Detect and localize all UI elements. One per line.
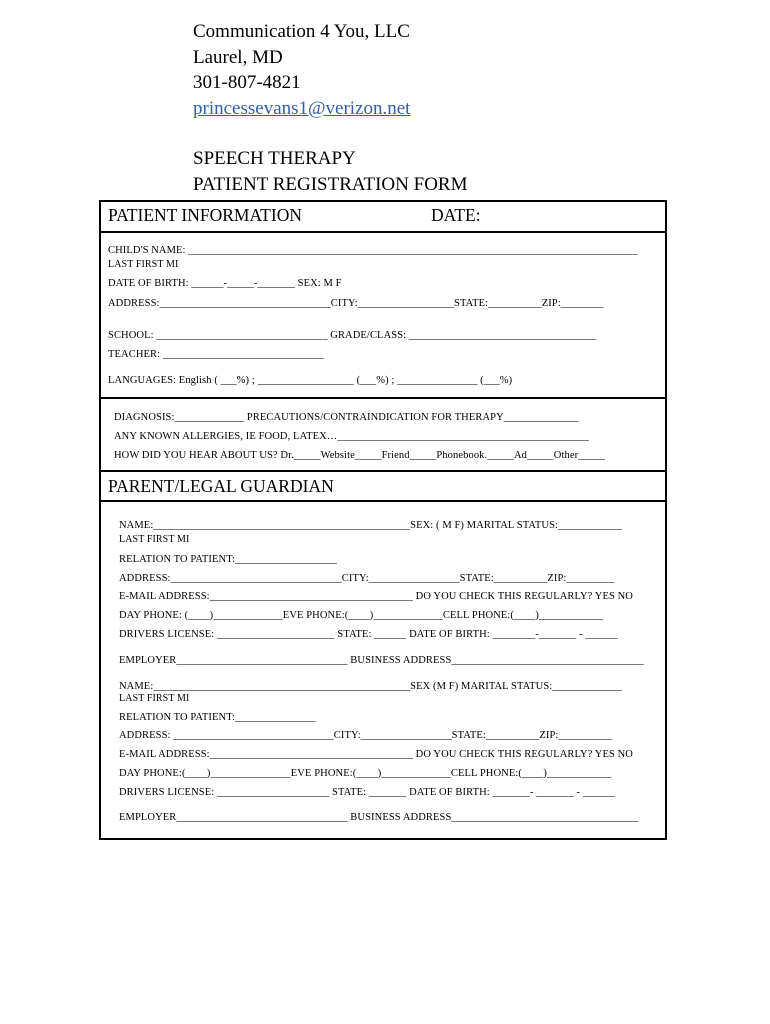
referral-source-field[interactable]: HOW DID YOU HEAR ABOUT US? Dr._____Website_____Friend_____Phonebook._____Ad_____Other_____ [114,450,605,461]
languages-field[interactable]: LANGUAGES: English ( ___%) ; __________________ (___%) ; _______________ (___%) [108,375,513,386]
divider [101,397,665,399]
guardian-heading: PARENT/LEGAL GUARDIAN [108,476,334,496]
divider [101,470,665,472]
registration-form [99,200,667,840]
dob-sex-field[interactable]: DATE OF BIRTH: ______-_____-_______ SEX: M F [108,278,342,289]
guardian1-employer-field[interactable]: EMPLOYER________________________________ BUSINESS ADDRESS____________________________________ [119,655,644,666]
name-order-hint: LAST FIRST MI [108,259,179,270]
guardian2-relation-field[interactable]: RELATION TO PATIENT:_______________ [119,712,316,723]
guardian1-phone-field[interactable]: DAY PHONE: (____)_____________EVE PHONE:(____)_____________CELL PHONE:(____)____________ [119,610,604,621]
guardian2-address-field[interactable]: ADDRESS: ______________________________CITY:_________________STATE:__________ZIP:__________ [119,730,612,741]
divider [101,500,665,502]
childs-name-field[interactable]: CHILD'S NAME: ____________________________________________________________________________________ [108,245,638,256]
guardian1-name-field[interactable]: NAME:________________________________________________SEX: ( M F) MARITAL STATUS:____________ [119,520,623,531]
company-location: Laurel, MD [193,46,283,68]
date-label: DATE: [431,205,481,225]
guardian1-email-field[interactable]: E-MAIL ADDRESS:______________________________________ DO YOU CHECK THIS REGULARLY? YES NO [119,591,633,602]
name-order-hint: LAST FIRST MI [119,534,190,545]
guardian1-address-field[interactable]: ADDRESS:________________________________CITY:_________________STATE:__________ZIP:_________ [119,573,615,584]
form-title-line1: SPEECH THERAPY [193,148,356,169]
address-field[interactable]: ADDRESS:________________________________CITY:__________________STATE:__________ZIP:________ [108,298,604,309]
guardian1-license-field[interactable]: DRIVERS LICENSE: ______________________ STATE: ______ DATE OF BIRTH: ________-_______ - ______ [119,629,618,640]
guardian2-phone-field[interactable]: DAY PHONE:(____)_______________EVE PHONE:(____)_____________CELL PHONE:(____)____________ [119,768,612,779]
company-phone: 301-807-4821 [193,72,301,93]
letterhead [193,19,467,197]
form-title-line2: PATIENT REGISTRATION FORM [193,173,468,195]
company-email-link[interactable]: princessevans1@verizon.net [193,97,411,119]
guardian2-license-field[interactable]: DRIVERS LICENSE: _____________________ STATE: _______ DATE OF BIRTH: _______- _______ - ______ [119,787,615,798]
patient-info-heading: PATIENT INFORMATION [108,205,302,225]
allergies-field[interactable]: ANY KNOWN ALLERGIES, IE FOOD, LATEX…_______________________________________________ [114,431,589,442]
school-grade-field[interactable]: SCHOOL: ________________________________ GRADE/CLASS: ___________________________________ [108,330,597,341]
name-order-hint: LAST FIRST MI [119,693,190,704]
divider [101,231,665,233]
guardian2-email-field[interactable]: E-MAIL ADDRESS:______________________________________ DO YOU CHECK THIS REGULARLY? YES NO [119,749,633,760]
company-name: Communication 4 You, LLC [193,21,410,42]
guardian1-relation-field[interactable]: RELATION TO PATIENT:___________________ [119,554,337,565]
diagnosis-field[interactable]: DIAGNOSIS:_____________ PRECAUTIONS/CONTRAINDICATION FOR THERAPY______________ [114,412,579,423]
teacher-field[interactable]: TEACHER: ______________________________ [108,349,324,360]
spacer [193,121,467,146]
guardian2-name-field[interactable]: NAME:________________________________________________SEX (M F) MARITAL STATUS:_____________ [119,681,622,692]
guardian2-employer-field[interactable]: EMPLOYER________________________________ BUSINESS ADDRESS___________________________________ [119,812,639,823]
